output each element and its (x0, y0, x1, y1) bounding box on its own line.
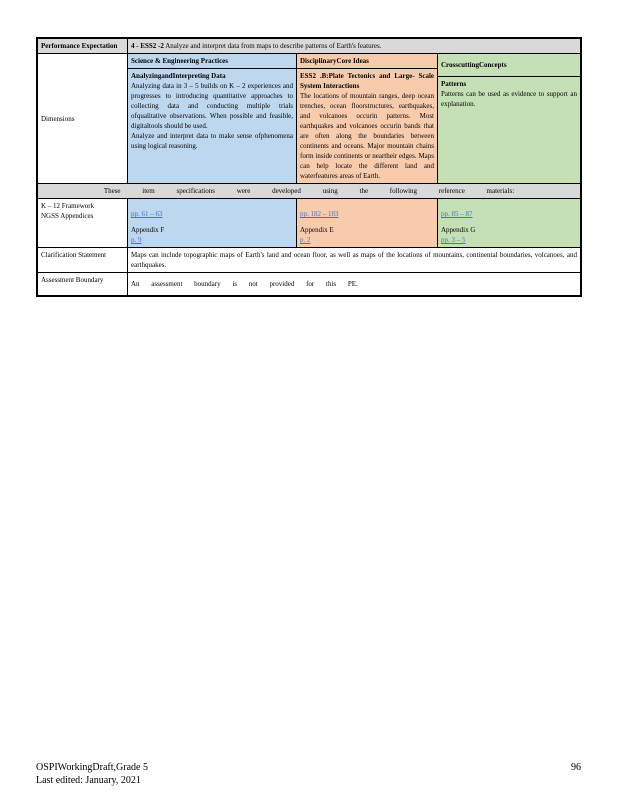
ccc-title: Patterns (441, 80, 467, 88)
appendices-label: NGSS Appendices (41, 212, 94, 220)
footer-draft-label: OSPIWorkingDraft,Grade 5 (36, 762, 148, 773)
pe-text: Analyze and interpret data from maps to describe patterns of Earth's features. (165, 42, 382, 50)
materials-note: These item specifications were developed using the following reference materials: (103, 187, 515, 195)
ccc-appendix: Appendix G (441, 226, 476, 234)
sep-bullet-item (131, 131, 293, 151)
ccc-header: CrosscuttingConcepts (441, 61, 507, 69)
clarification-row (38, 248, 580, 273)
specification-table (36, 37, 582, 297)
footer-edited-date: Last edited: January, 2021 (36, 775, 141, 786)
pe-code: 4 - ESS2 -2 (131, 42, 164, 50)
boundary-text: An assessment boundary is not provided for this PE. (131, 280, 358, 288)
pe-row (38, 39, 580, 54)
sep-appendix: Appendix F (131, 226, 165, 234)
footer-left (36, 761, 148, 787)
references-row (38, 199, 580, 248)
boundary-label: Assessment Boundary (38, 273, 128, 295)
dimensions-label: Dimensions (38, 54, 128, 183)
ccc-column (438, 54, 580, 183)
references-labels (38, 199, 128, 247)
ccc-appendix-link[interactable]: pp. 3 – 5 (441, 236, 466, 244)
sep-bullet-text: Analyze and interpret data to make sense ofphenomena using logical reasoning. (131, 132, 293, 150)
sep-framework-link[interactable]: pp. 61 – 63 (131, 210, 163, 218)
ccc-bullet-item (441, 89, 577, 109)
materials-note-row (38, 184, 580, 199)
dci-title: ESS2 .B:Plate Tectonics and Large- Scale System Interactions (300, 72, 434, 90)
sep-column (128, 54, 297, 183)
dci-header: DisciplinaryCore Ideas (300, 57, 369, 65)
dci-appendix: Appendix E (300, 226, 334, 234)
dci-framework-link[interactable]: pp. 182 – 183 (300, 210, 339, 218)
dci-appendix-link[interactable]: p. 2 (300, 236, 311, 244)
pe-label: Performance Expectation (38, 39, 128, 53)
framework-label: K – 12 Framework (41, 202, 95, 210)
dci-bullet-item (300, 91, 434, 181)
page-number: 96 (571, 762, 581, 773)
ccc-references (438, 199, 580, 247)
pe-statement (128, 39, 580, 53)
clarification-label: Clarification Statement (38, 248, 128, 272)
ccc-framework-link[interactable]: pp. 85 – 87 (441, 210, 473, 218)
dci-column (297, 54, 438, 183)
ccc-bullet-text: Patterns can be used as evidence to support an explanation. (441, 90, 577, 108)
dimensions-row (38, 54, 580, 184)
sep-title: AnalyzingandInterpreting Data (131, 72, 226, 80)
dci-bullet-text: The locations of mountain ranges, deep ocean trenches, ocean floorstructures, earthquakes, and volcanoes occurin patterns. Most earthquakes and volcanoes occurin bands that are often along the boundaries between continents and oceans. Major mountain chains form inside continents or neartheir edges. Maps can help locate the different land and waterfeatures areas of Earth. (300, 92, 434, 180)
sep-appendix-link[interactable]: p. 9 (131, 236, 142, 244)
sep-references (128, 199, 297, 247)
sep-body: Analyzing data in 3 – 5 builds on K – 2 experiences and progresses to introducing quantitative approaches to collecting data and conducting multiple trials ofqualitative observations. When possible and feasible, digitaltools should be used. (131, 82, 293, 130)
dci-references (297, 199, 438, 247)
sep-header: Science & Engineering Practices (131, 57, 229, 65)
clarification-text: Maps can include topographic maps of Earth's land and ocean floor, as well as maps of the locations of mountains, continental boundaries, volcanoes, and earthquakes. (131, 251, 577, 269)
boundary-row (38, 273, 580, 295)
